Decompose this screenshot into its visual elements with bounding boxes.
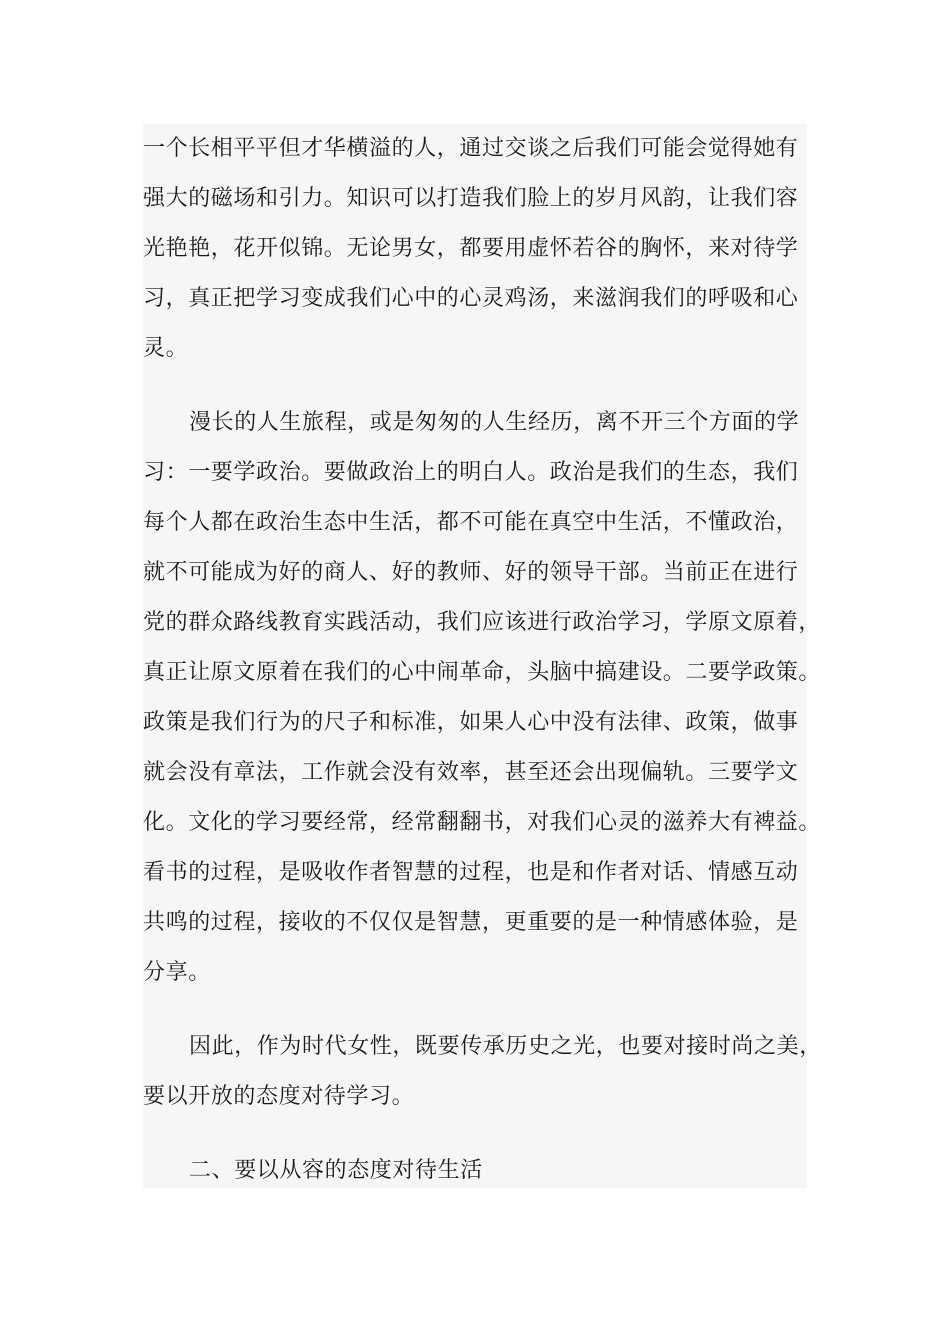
text-line: 真正让原文原着在我们的心中闹革命，头脑中搞建设。二要学政策。 xyxy=(143,660,822,685)
document-body xyxy=(143,124,822,1196)
paragraph-gap xyxy=(143,998,815,1022)
paragraph-gap xyxy=(143,374,815,398)
text-line: 化。文化的学习要经常，经常翻翻书，对我们心灵的滋养大有裨益。 xyxy=(143,810,822,835)
text-line: 就会没有章法，工作就会没有效率，甚至还会出现偏轨。三要学文 xyxy=(143,760,799,785)
text-line: 分享。 xyxy=(143,960,211,985)
paragraph-gap xyxy=(143,1122,815,1146)
text-line: 共鸣的过程，接收的不仅仅是智慧，更重要的是一种情感体验，是 xyxy=(143,910,799,935)
text-line: 习，真正把学习变成我们心中的心灵鸡汤，来滋润我们的呼吸和心 xyxy=(143,286,799,311)
text-line: 每个人都在政治生态中生活，都不可能在真空中生活，不懂政治， xyxy=(143,510,799,535)
text-line: 政策是我们行为的尺子和标准，如果人心中没有法律、政策，做事 xyxy=(143,710,799,735)
text-line: 要以开放的态度对待学习。 xyxy=(143,1084,415,1109)
text-line: 因此，作为时代女性，既要传承历史之光，也要对接时尚之美， xyxy=(189,1034,822,1059)
text-line: 强大的磁场和引力。知识可以打造我们脸上的岁月风韵，让我们容 xyxy=(143,186,799,211)
text-line: 党的群众路线教育实践活动，我们应该进行政治学习，学原文原着， xyxy=(143,610,822,635)
text-line: 灵。 xyxy=(143,336,189,361)
text-line: 就不可能成为好的商人、好的教师、好的领导干部。当前正在进行 xyxy=(143,560,799,585)
section-heading: 二、要以从容的态度对待生活 xyxy=(189,1158,483,1183)
text-line: 一个长相平平但才华横溢的人，通过交谈之后我们可能会觉得她有 xyxy=(143,136,799,161)
text-line: 漫长的人生旅程，或是匆匆的人生经历，离不开三个方面的学 xyxy=(189,410,800,435)
text-line: 习：一要学政治。要做政治上的明白人。政治是我们的生态，我们 xyxy=(143,460,799,485)
text-line: 光艳艳，花开似锦。无论男女，都要用虚怀若谷的胸怀，来对待学 xyxy=(143,236,799,261)
text-line: 看书的过程，是吸收作者智慧的过程，也是和作者对话、情感互动 xyxy=(143,860,799,885)
